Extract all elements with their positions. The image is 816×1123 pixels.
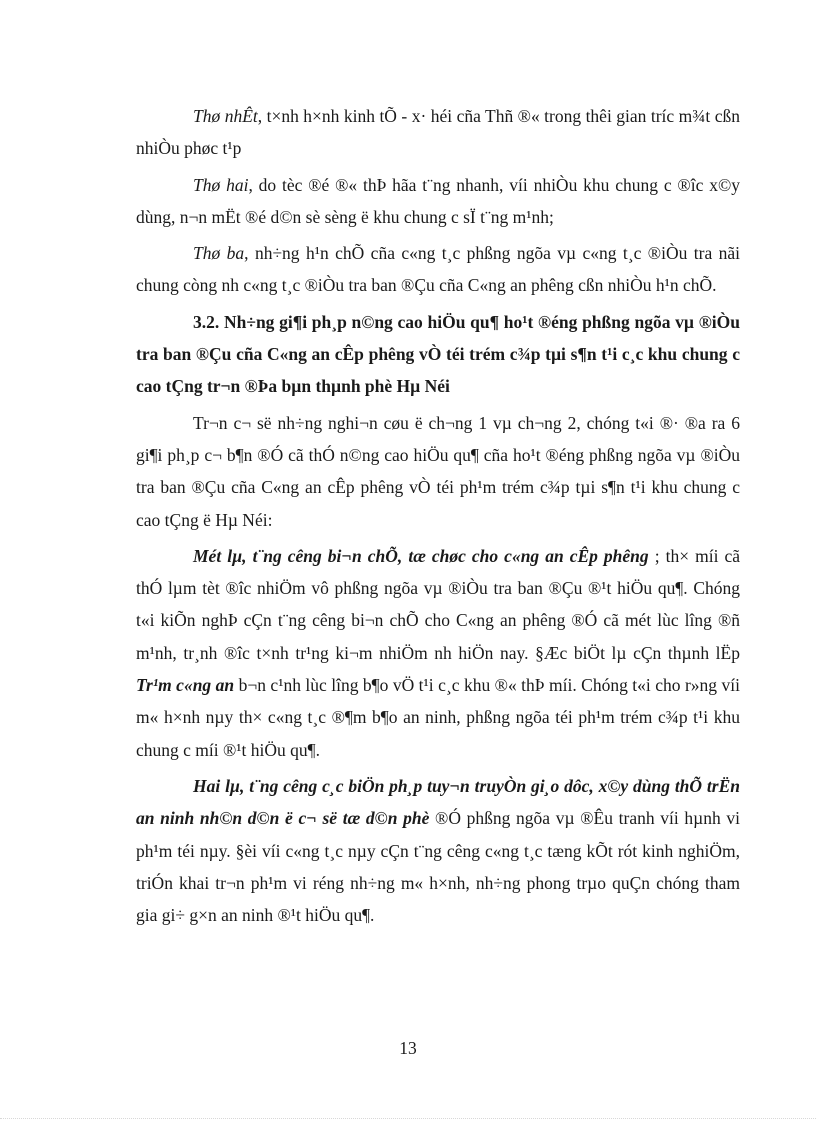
run-first-reason-label: Thø nhÊt: [193, 106, 258, 126]
section-heading-text: 3.2. Nh÷ng gi¶i ph¸p n©ng cao hiÖu qu¶ ho¹t ®éng phßng ngõa vµ ®iÒu tra ban ®Çu cña C«ng an cÊp phêng vÒ téi trém c¾p tµi s¶n t¹i c¸c khu chung c cao tÇng tr¬n ®Þa bµn thµnh phè Hµ Néi: [136, 311, 740, 397]
body-text: [136, 100, 740, 931]
paragraph-first-reason: [136, 100, 740, 165]
run-first-reason-text: , t×nh h×nh kinh tÕ - x· héi cña Thñ ®« trong thêi gian tríc m¾t cßn nhiÒu phøc t¹p: [136, 106, 740, 159]
run-solution-one-text-b: b¬n c¹nh lùc lîng b¶o vÖ t¹i c¸c khu ®« thÞ míi. Chóng t«i cho r»ng víi m« h×nh nµy th× c«ng t¸c ®¶m b¶o an ninh, phßng ngõa téi ph¹m trém c¾p t¹i khu chung c míi ®¹t hiÖu qu¶.: [136, 675, 740, 760]
run-introduction-text: Tr¬n c¬ së nh÷ng nghi¬n cøu ë ch¬ng 1 vµ ch¬ng 2, chóng t«i ®· ®a ra 6 gi¶i ph¸p c¬ b¶n ®Ó cã thÓ n©ng cao hiÖu qu¶ cña ho¹t ®éng phßng ngõa vµ ®iÒu tra ban ®Çu cña C«ng an cÊp phêng vÒ téi ph¹m trém c¾p tµi s¶n t¹i khu chung c cao tÇng ë Hµ Néi:: [136, 412, 740, 530]
run-solution-one-emphasis: Tr¹m c«ng an: [136, 675, 235, 696]
page-bottom-divider: [0, 1118, 816, 1119]
run-third-reason-label: Thø ba: [193, 243, 245, 264]
run-solution-one-text-a: ; th× míi cã thÓ lµm tèt ®îc nhiÖm vô phßng ngõa vµ ®iÒu tra ban ®Çu ®¹t hiÖu qu¶. Chóng t«i kiÕn nghÞ cÇn t¨ng cêng bi¬n chÕ cho C«ng an phêng ®Ó cã mét lùc lîng ®ñ m¹nh, tr¸nh ®îc t×nh tr¹ng ki¬m nhiÖm nh hiÖn nay. §Æc biÖt lµ cÇn thµnh lËp: [136, 545, 740, 663]
paragraph-introduction: [136, 407, 740, 536]
paragraph-solution-two: [136, 770, 740, 931]
run-second-reason-text: , do tèc ®é ®« thÞ hãa t¨ng nhanh, víi nhiÒu khu chung c ®îc x©y dùng, n¬n mËt ®é d©n sè sèng ë khu chung c sÏ t¨ng m¹nh;: [136, 174, 740, 227]
run-third-reason-text: , nh÷ng h¹n chÕ cña c«ng t¸c phßng ngõa vµ c«ng t¸c ®iÒu tra nãi chung còng nh c«ng t¸c ®iÒu tra ban ®Çu cña C«ng an phêng cßn nhiÒu h¹n chÕ.: [136, 243, 740, 296]
run-solution-two-text: ®Ó phßng ngõa vµ ®Êu tranh víi hµnh vi ph¹m téi nµy. §èi víi c«ng t¸c nµy cÇn t¨ng cêng c«ng t¸c tæng kÕt rót kinh nghiÖm, triÓn khai tr¬n ph¹m vi réng nh÷ng m« h×nh, nh÷ng phong trµo quÇn chóng tham gia gi÷ g×n an ninh ®¹t hiÖu qu¶.: [136, 808, 740, 926]
paragraph-third-reason: [136, 237, 740, 302]
run-second-reason-label: Thø hai: [193, 174, 249, 195]
paragraph-solution-one: [136, 540, 740, 766]
run-solution-two-title: Hai lµ, t¨ng cêng c¸c biÖn ph¸p tuy¬n truyÒn gi¸o dôc, x©y dùng thÕ trËn an ninh nh©n d©n ë c¬ së tæ d©n phè: [136, 775, 740, 829]
page-number: 13: [399, 1038, 417, 1058]
paragraph-second-reason: [136, 169, 740, 234]
run-solution-one-title: Mét lµ, t¨ng cêng bi¬n chÕ, tæ chøc cho c«ng an cÊp phêng: [193, 545, 649, 566]
section-heading-3-2: [136, 306, 740, 403]
